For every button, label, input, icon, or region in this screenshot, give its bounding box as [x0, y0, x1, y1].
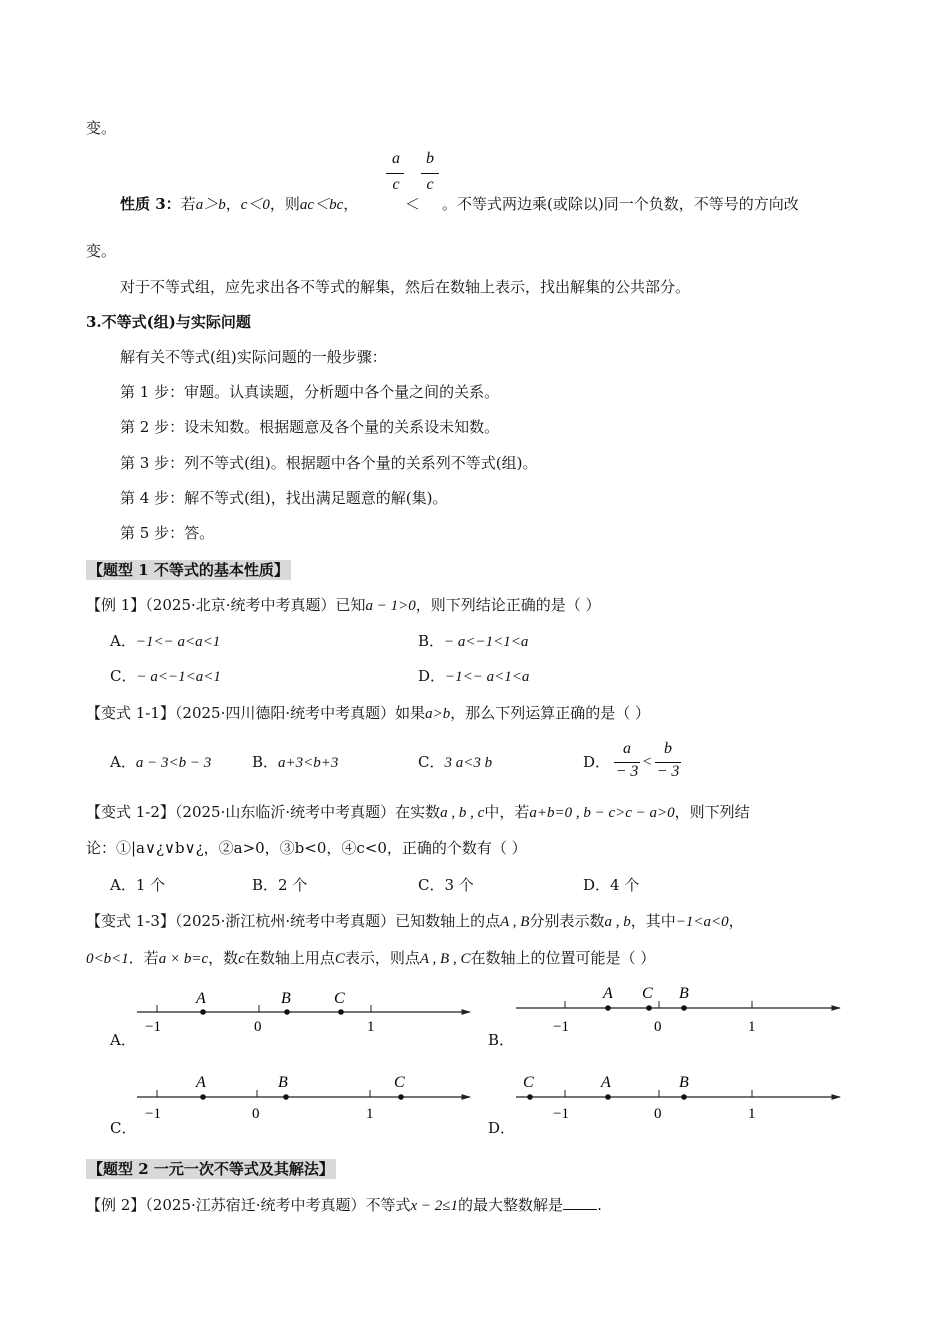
option-label: A． [110, 632, 136, 650]
label-b: B [679, 1074, 689, 1091]
section-heading: 3.不等式(组)与实际问题 [86, 313, 251, 331]
text: . [597, 1196, 602, 1214]
option-text: 4 个 [610, 876, 640, 894]
tick-label-neg1: −1 [145, 1019, 161, 1035]
text: ，则 [269, 195, 300, 213]
type-2-heading [86, 1159, 336, 1179]
option-c [418, 875, 474, 895]
type-heading-text: 【题型 1 不等式的基本性质】 [88, 561, 289, 579]
option-label: D． [418, 667, 446, 685]
option-text: 3 个 [444, 876, 474, 894]
math: ac＜bc [299, 197, 344, 213]
option-label: B． [252, 876, 279, 894]
math: a , b , c [440, 805, 485, 821]
option-label: C． [418, 753, 445, 771]
text: 中，若 [484, 803, 530, 821]
math: a＞b [195, 197, 226, 213]
property-3-label: 性质 3： [120, 195, 181, 213]
math: A , B , C [419, 951, 471, 967]
example-1-stem [86, 595, 601, 616]
tick-label-0: 0 [254, 1019, 262, 1035]
step-item: 第 3 步：列不等式(组)。根据题中各个量的关系列不等式(组)。 [120, 454, 538, 472]
example-2-stem [86, 1195, 602, 1216]
text: ，那么下列运算正确的是（ ） [450, 704, 651, 722]
point-b [681, 1094, 687, 1100]
option-text: a − 3<b − 3 [135, 755, 212, 771]
text: 分别表示数 [529, 912, 605, 930]
answer-blank[interactable] [563, 1195, 597, 1210]
text: 在数轴上用点 [244, 949, 335, 967]
type-1-heading [86, 560, 291, 580]
point-b [283, 1094, 289, 1100]
text: 【变式 1-2】（2025·山东临沂·统考中考真题）在实数 [86, 803, 441, 821]
label-b: B [281, 990, 291, 1007]
option-a [110, 875, 165, 895]
tick-label-1: 1 [366, 1106, 374, 1122]
option-label: D． [583, 876, 611, 894]
math: a × b=c [158, 951, 209, 967]
option-text: a+3<b+3 [278, 755, 339, 771]
text: 【例 2】（2025·江苏宿迁·统考中考真题）不等式 [86, 1196, 411, 1214]
tick-label-neg1: −1 [553, 1019, 569, 1035]
tick-label-0: 0 [654, 1019, 662, 1035]
step-item: 第 4 步：解不等式(组)，找出满足题意的解(集)。 [120, 489, 448, 507]
math: a , b [604, 914, 631, 930]
step-item: 第 2 步：设未知数。根据题意及各个量的关系设未知数。 [120, 418, 500, 436]
option-text: − a<−1<a<1 [136, 669, 221, 685]
option-label: B． [418, 632, 445, 650]
variant-1-2-stem [86, 802, 750, 823]
tick-label-0: 0 [654, 1106, 662, 1122]
point-b [284, 1009, 290, 1015]
option-d-numerator-a: a [623, 740, 631, 757]
point-b [681, 1005, 687, 1011]
text: 的最大整数解是 [458, 1196, 564, 1214]
label-b: B [278, 1074, 288, 1091]
text: ， [225, 195, 241, 213]
property-3-tail: 。不等式两边乘(或除以)同一个负数，不等号的方向改 [442, 195, 799, 213]
option-b [252, 875, 307, 895]
fraction-b-numerator: b [426, 150, 434, 167]
continuation-text: 变。 [86, 119, 117, 137]
option-d [418, 666, 529, 687]
text: ， [343, 195, 359, 213]
system-note: 对于不等式组，应先求出各不等式的解集，然后在数轴上表示，找出解集的公共部分。 [120, 278, 691, 296]
option-label: C． [110, 667, 137, 685]
fraction-bar [386, 173, 404, 174]
option-text: 1 个 [135, 876, 166, 894]
fraction-a-numerator: a [392, 150, 400, 167]
label-b: B [679, 985, 689, 1002]
text: 若 [180, 195, 196, 213]
point-a [200, 1094, 206, 1100]
type-heading-text: 【题型 2 一元一次不等式及其解法】 [88, 1160, 334, 1178]
number-line-d [516, 1074, 840, 1122]
tick-label-1: 1 [367, 1019, 375, 1035]
figure-option-a-label: A． [110, 1031, 136, 1049]
option-text: 2 个 [278, 876, 308, 894]
property-3-line [120, 194, 358, 215]
point-c [646, 1005, 652, 1011]
math: C [334, 951, 345, 967]
tick-label-0: 0 [252, 1106, 260, 1122]
option-b [418, 631, 528, 652]
text: ．若 [128, 949, 159, 967]
option-text: 3 a<3 b [444, 755, 493, 771]
math: a+b=0 , b − c>c − a>0 [529, 805, 675, 821]
variant-1-2-stem-line2: 论：①|a∨¿∨b∨¿，②a>0，③b<0，④c<0，正确的个数有（ ） [86, 839, 527, 857]
option-c [418, 752, 492, 773]
figure-option-b-label: B． [488, 1031, 515, 1049]
option-d [583, 875, 639, 895]
number-line-b [516, 985, 840, 1035]
text: 【变式 1-3】（2025·浙江杭州·统考中考真题）已知数轴上的点 [86, 912, 501, 930]
text: ，则下列结 [674, 803, 750, 821]
option-label: A． [110, 876, 136, 894]
text: 【例 1】（2025·北京·统考中考真题）已知 [86, 596, 366, 614]
label-a: A [196, 1074, 206, 1091]
text: ，数 [208, 949, 239, 967]
option-text: − a<−1<1<a [444, 634, 529, 650]
continuation-text: 变。 [86, 242, 117, 260]
option-d-less-than: < [642, 754, 653, 770]
label-c: C [394, 1074, 405, 1091]
text: 表示，则点 [344, 949, 420, 967]
text: 在数轴上的位置可能是（ ） [470, 949, 656, 967]
fraction-less-than: ＜ [405, 195, 421, 213]
point-c [527, 1094, 533, 1100]
tick-label-neg1: −1 [553, 1106, 569, 1122]
math: x − 2≤1 [410, 1198, 459, 1214]
math: 0<b<1 [86, 951, 129, 967]
point-c [398, 1094, 404, 1100]
point-a [605, 1094, 611, 1100]
text: ，则下列结论正确的是（ ） [415, 596, 601, 614]
math: −1<a<0 [675, 914, 729, 930]
math: c [238, 951, 245, 967]
math: a − 1>0 [365, 598, 416, 614]
math: c＜0 [240, 197, 270, 213]
point-a [605, 1005, 611, 1011]
number-line-c [137, 1074, 470, 1122]
option-d [583, 752, 610, 772]
label-c: C [523, 1074, 534, 1091]
tick-label-1: 1 [748, 1019, 756, 1035]
option-label: D． [583, 753, 611, 771]
option-label: C． [418, 876, 445, 894]
fraction-a-denominator: c [392, 176, 400, 193]
text: ， [728, 912, 744, 930]
option-c [110, 666, 221, 687]
tick-label-1: 1 [748, 1106, 756, 1122]
tick-label-neg1: −1 [145, 1106, 161, 1122]
fraction-bar [421, 173, 439, 174]
fraction-b-denominator: c [426, 176, 434, 193]
point-c [338, 1009, 344, 1015]
label-a: A [601, 1074, 611, 1091]
figure-option-c-label: C． [110, 1119, 137, 1137]
option-d-denominator-a: − 3 [615, 763, 639, 780]
option-text: −1<− a<a<1 [135, 634, 221, 650]
option-b [252, 752, 338, 773]
point-a [200, 1009, 206, 1015]
section-intro: 解有关不等式(组)实际问题的一般步骤： [120, 348, 387, 366]
label-c: C [642, 985, 653, 1002]
text: ，其中 [630, 912, 676, 930]
number-line-a [137, 990, 470, 1035]
label-a: A [196, 990, 206, 1007]
variant-1-1-stem [86, 703, 650, 724]
option-a [110, 752, 211, 773]
variant-1-3-stem [86, 911, 744, 932]
label-a: A [603, 985, 613, 1002]
figure-option-d-label: D． [488, 1119, 516, 1137]
option-label: B． [252, 753, 279, 771]
option-text: −1<− a<1<a [445, 669, 530, 685]
text: 【变式 1-1】（2025·四川德阳·统考中考真题）如果 [86, 704, 426, 722]
label-c: C [334, 990, 345, 1007]
option-d-numerator-b: b [664, 740, 672, 757]
step-item: 第 1 步：审题。认真读题，分析题中各个量之间的关系。 [120, 383, 500, 401]
math: A , B [500, 914, 530, 930]
variant-1-3-stem-line2 [86, 948, 655, 969]
math: a>b [425, 706, 451, 722]
step-item: 第 5 步：答。 [120, 524, 215, 542]
option-label: A． [110, 753, 136, 771]
option-d-denominator-b: − 3 [656, 763, 680, 780]
option-a [110, 631, 220, 652]
